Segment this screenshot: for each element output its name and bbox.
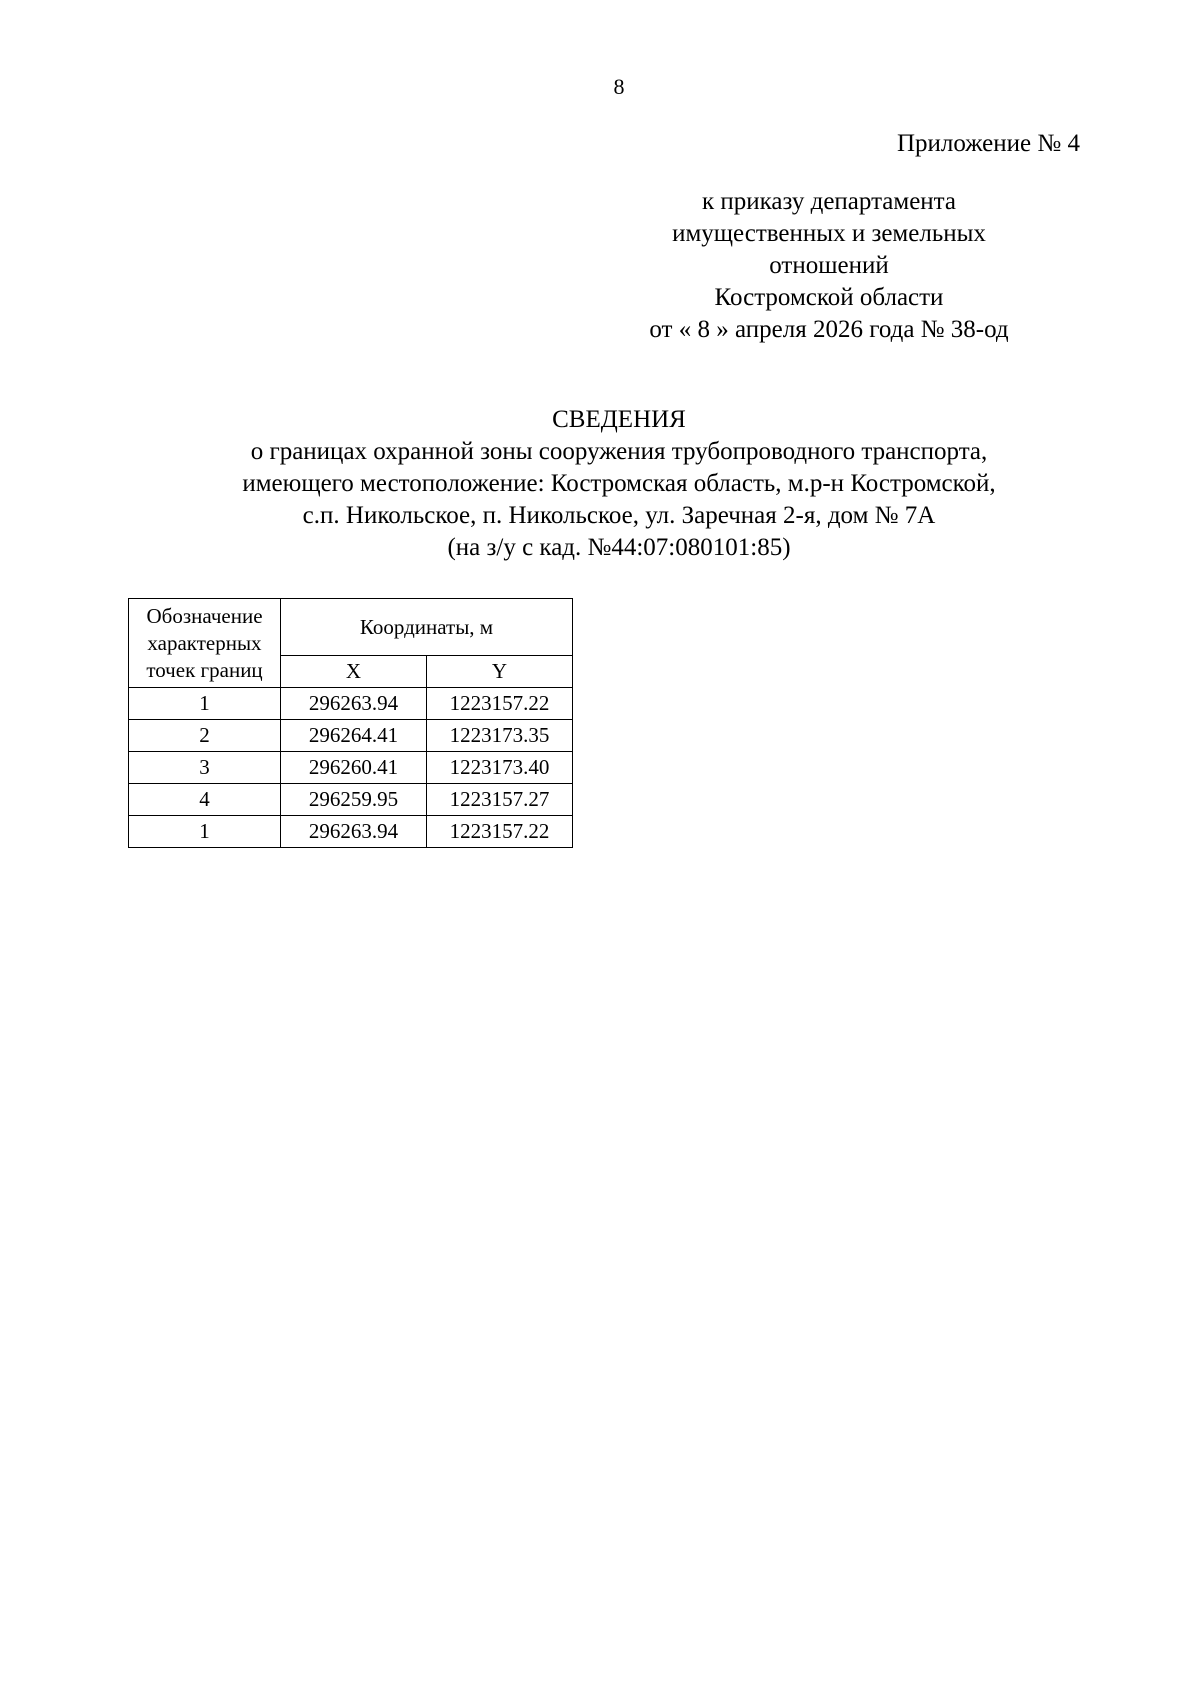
- cell-point: 1: [129, 816, 281, 848]
- table-row: [129, 720, 573, 752]
- cell-x: 296264.41: [281, 720, 427, 752]
- header-x: X: [281, 656, 427, 688]
- title-line: (на з/у с кад. №44:07:080101:85): [447, 534, 791, 561]
- order-reference: [600, 186, 1058, 346]
- order-line: к приказу департамента: [701, 188, 957, 215]
- header-coordinates: Координаты, м: [281, 599, 573, 656]
- cell-y: 1223173.40: [427, 752, 573, 784]
- order-line: Костромской области: [714, 284, 944, 311]
- table-row: [129, 688, 573, 720]
- table-row: [129, 752, 573, 784]
- cell-x: 296263.94: [281, 688, 427, 720]
- title-line: о границах охранной зоны сооружения трубопроводного транспорта,: [250, 438, 988, 465]
- cell-point: 4: [129, 784, 281, 816]
- order-line: от « 8 » апреля 2026 года № 38-од: [649, 316, 1009, 343]
- header-point-line: характерных: [147, 630, 262, 655]
- title-line: с.п. Никольское, п. Никольское, ул. Заречная 2-я, дом № 7А: [302, 502, 936, 529]
- order-line: имущественных и земельных: [672, 220, 986, 247]
- cell-y: 1223173.35: [427, 720, 573, 752]
- coordinates-table: [128, 598, 573, 848]
- cell-point: 1: [129, 688, 281, 720]
- header-point-line: точек границ: [146, 657, 263, 682]
- table-row: [129, 816, 573, 848]
- appendix-label: Приложение № 4: [896, 130, 1080, 157]
- cell-point: 2: [129, 720, 281, 752]
- order-line: отношений: [769, 252, 889, 279]
- cell-y: 1223157.22: [427, 688, 573, 720]
- table-row: [129, 784, 573, 816]
- document-title-block: [0, 404, 1200, 564]
- header-point-designation: [129, 599, 281, 688]
- cell-x: 296263.94: [281, 816, 427, 848]
- header-point-line: Обозначение: [146, 603, 263, 628]
- cell-y: 1223157.22: [427, 816, 573, 848]
- cell-x: 296259.95: [281, 784, 427, 816]
- cell-point: 3: [129, 752, 281, 784]
- document-heading: СВЕДЕНИЯ: [552, 406, 686, 433]
- header-y: Y: [427, 656, 573, 688]
- page-number: 8: [613, 74, 625, 99]
- title-line: имеющего местоположение: Костромская область, м.р-н Костромской,: [242, 470, 996, 497]
- cell-x: 296260.41: [281, 752, 427, 784]
- cell-y: 1223157.27: [427, 784, 573, 816]
